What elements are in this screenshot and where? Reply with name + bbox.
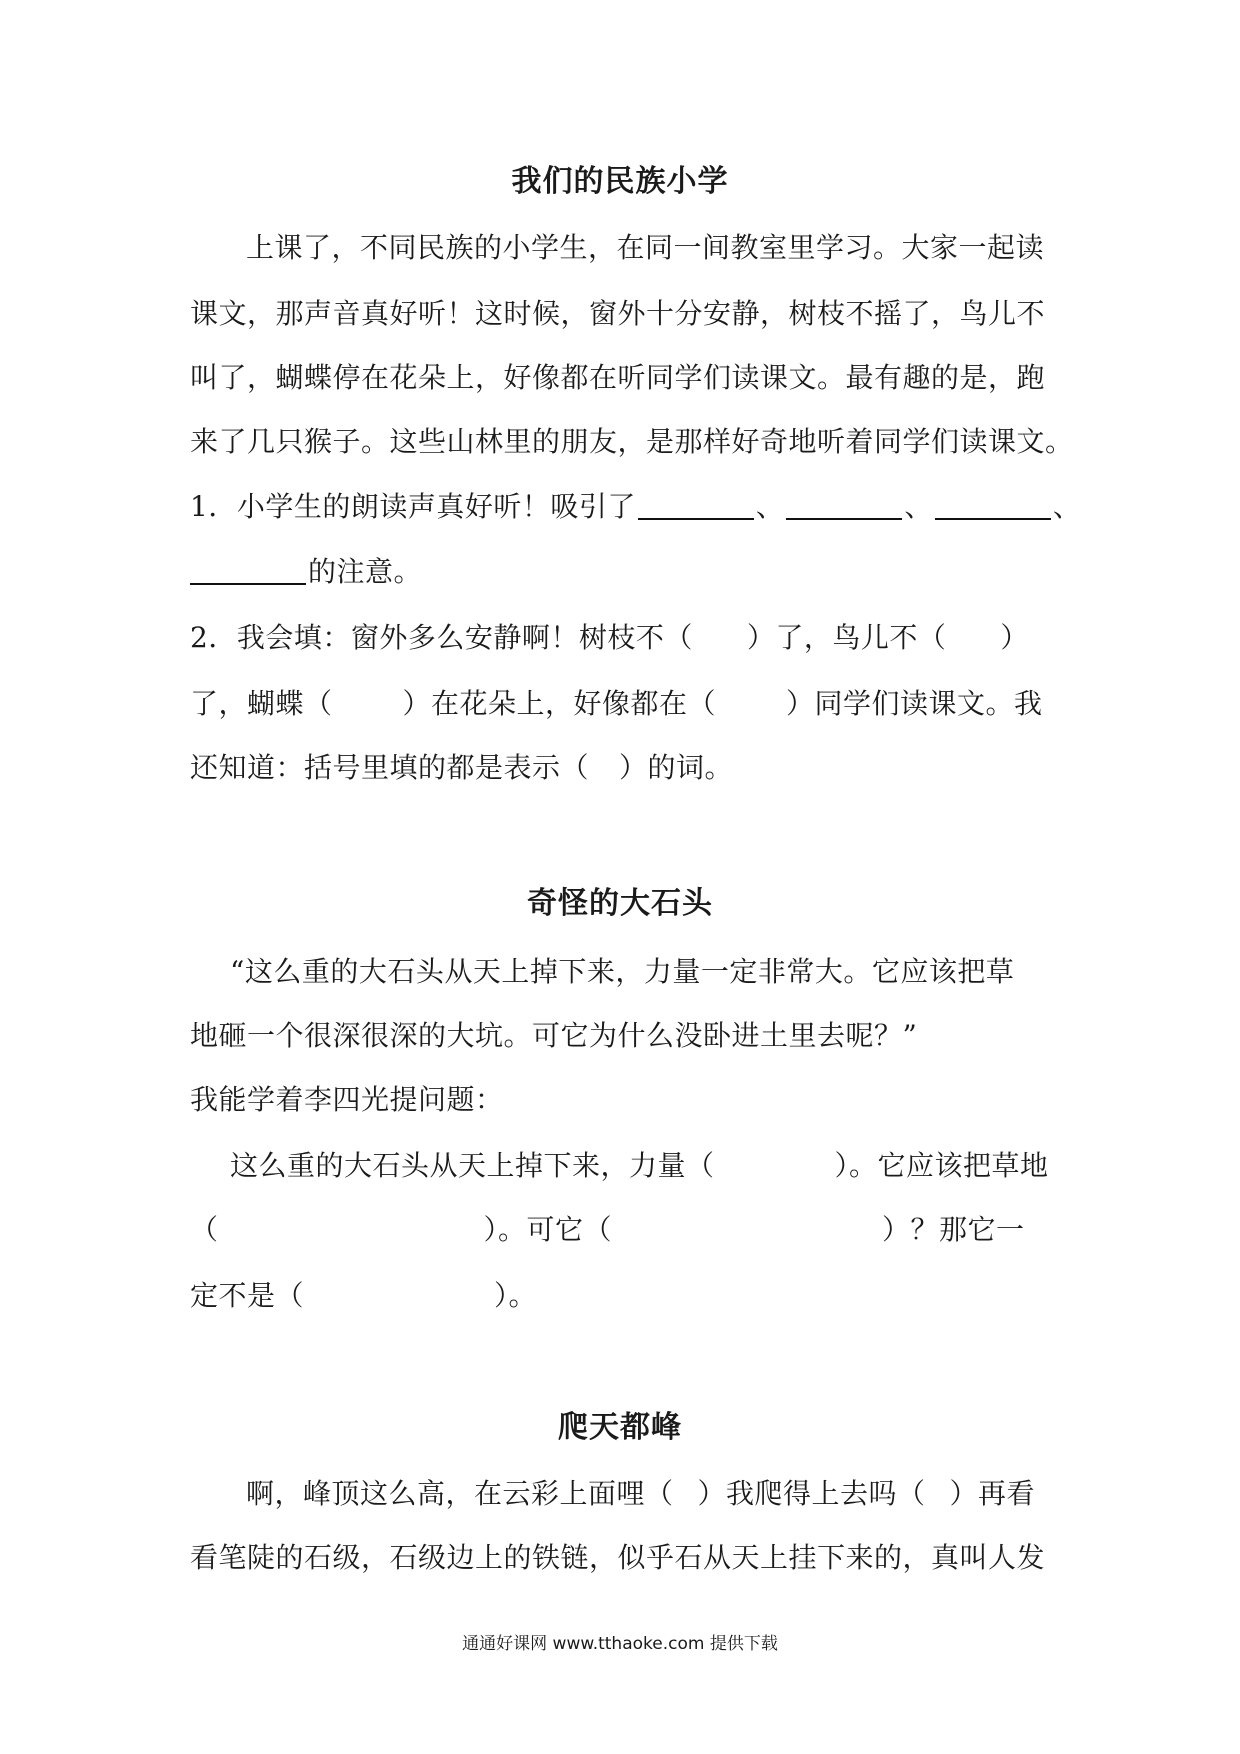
question-text: ）。可它（: [483, 1213, 613, 1246]
section3-paragraph-line: [246, 1474, 1116, 1514]
question-2-text: ）: [1000, 621, 1029, 654]
question-1-line-2: [190, 552, 1060, 592]
question-text: 定不是（: [190, 1279, 305, 1312]
section1-paragraph-line: 叫了，蝴蝶停在花朵上，好像都在听同学们读课文。最有趣的是，跑: [190, 361, 1046, 394]
question-2-text: 2．我会填：窗外多么安静啊！树枝不（: [190, 621, 693, 654]
question-1-text: 1．小学生的朗读声真好听！吸引了: [190, 490, 636, 523]
question-text: 这么重的大石头从天上掉下来，力量（: [230, 1149, 715, 1182]
question-2-line-3: [190, 748, 1060, 788]
paragraph-text: ）我爬得上去吗（: [697, 1477, 926, 1510]
question-2-line: [190, 618, 1060, 658]
question-text: （: [190, 1213, 219, 1246]
question-2-text: ）在花朵上，好像都在（: [402, 687, 717, 720]
separator: 、: [1052, 490, 1082, 523]
section1-paragraph-line: 来了几只猴子。这些山林里的朋友，是那样好奇地听着同学们读课文。: [190, 425, 1074, 458]
section2-question-line: [190, 1210, 1060, 1250]
question-2-text: 了，蝴蝶（: [190, 687, 333, 720]
separator: 、: [755, 490, 785, 523]
footer-credit: 通通好课网 www.tthaoke.com 提供下载: [462, 1634, 778, 1654]
question-2-text: 还知道：括号里填的都是表示（: [190, 751, 590, 784]
question-text: ）。: [494, 1279, 538, 1312]
question-text: ）。它应该把草地: [834, 1149, 1049, 1182]
question-1-line: [190, 487, 1082, 527]
separator: 、: [904, 490, 933, 523]
answer-blank[interactable]: [786, 488, 902, 520]
paragraph-text: 啊，峰顶这么高，在云彩上面哩（: [246, 1477, 674, 1510]
answer-blank[interactable]: [190, 553, 306, 585]
section1-paragraph-line: 课文，那声音真好听！这时候，窗外十分安静，树枝不摇了，鸟儿不: [190, 297, 1046, 330]
section2-paragraph-line: 地砸一个很深很深的大坑。可它为什么没卧进土里去呢？”: [190, 1019, 918, 1052]
question-1-end: 的注意。: [308, 555, 423, 588]
section3-title: 爬天都峰: [558, 1410, 682, 1445]
section2-question-line: [230, 1146, 1100, 1186]
section2-title: 奇怪的大石头: [527, 886, 713, 921]
section2-paragraph-line: 我能学着李四光提问题：: [190, 1083, 504, 1116]
question-text: ）？那它一: [882, 1213, 1025, 1246]
question-2-text: ）了，鸟儿不（: [746, 621, 947, 654]
answer-blank[interactable]: [638, 488, 754, 520]
question-2-text: ）同学们读课文。我: [786, 687, 1043, 720]
answer-blank[interactable]: [935, 488, 1051, 520]
section3-paragraph-line: 看笔陡的石级，石级边上的铁链，似乎石从天上挂下来的，真叫人发: [190, 1541, 1046, 1574]
question-2-text: ）的词。: [619, 751, 734, 784]
question-2-line-2: [190, 684, 1060, 724]
section1-paragraph-line: 上课了，不同民族的小学生，在同一间教室里学习。大家一起读: [246, 231, 1045, 264]
section1-title: 我们的民族小学: [511, 164, 729, 199]
section2-question-line: [190, 1276, 1060, 1316]
paragraph-text: ）再看: [949, 1477, 1036, 1510]
section2-paragraph-line: “这么重的大石头从天上掉下来，力量一定非常大。它应该把草: [230, 955, 1015, 988]
